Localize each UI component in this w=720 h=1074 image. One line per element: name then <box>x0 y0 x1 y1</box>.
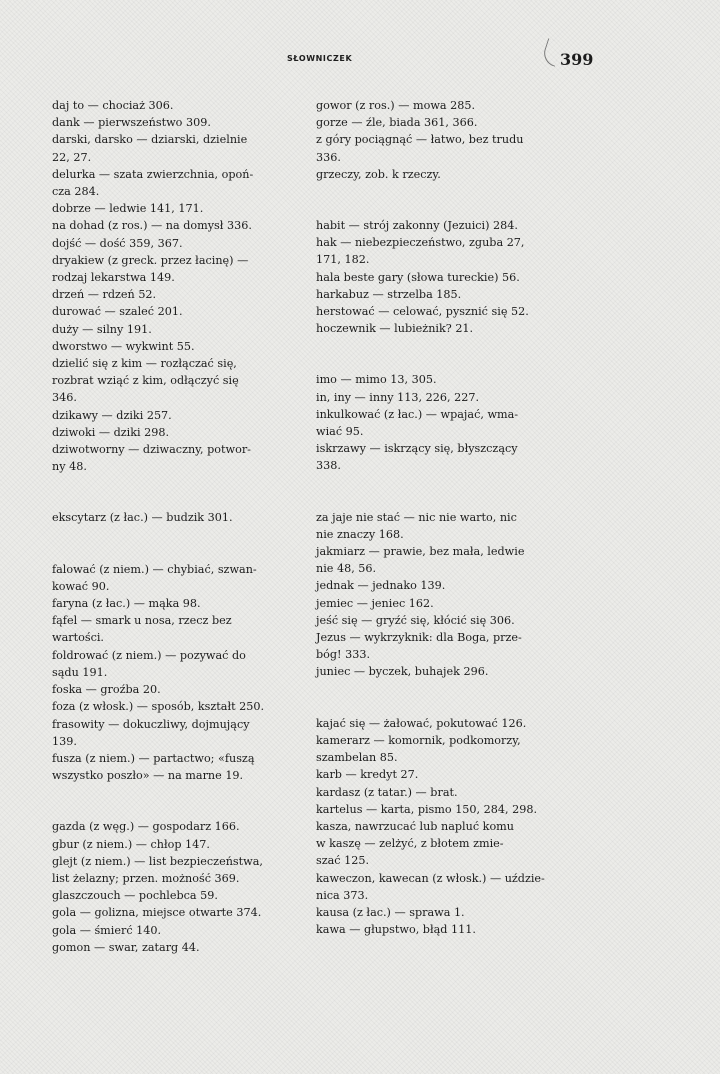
entry-line: jeść się — gryźć się, kłócić się 306. <box>316 613 515 627</box>
dictionary-entry <box>52 407 314 424</box>
dictionary-entry <box>316 766 584 783</box>
dictionary-entry <box>52 887 314 904</box>
entry-line: grzeczy, zob. k rzeczy. <box>316 167 441 181</box>
dictionary-entry <box>52 922 314 939</box>
entry-line: juniec — byczek, buhajek 296. <box>316 665 489 679</box>
entry-line: gorze — źle, biada 361, 366. <box>316 116 478 130</box>
entry-line: 336. <box>316 150 341 164</box>
dictionary-entry <box>52 750 314 784</box>
dictionary-entry <box>316 612 584 629</box>
section-gap <box>52 527 314 561</box>
dictionary-entry <box>52 818 314 835</box>
entry-line: dworstwo — wykwint 55. <box>52 339 195 353</box>
entry-line: hak — niebezpieczeństwo, zguba 27, <box>316 236 525 250</box>
entry-line: karb — kredyt 27. <box>316 768 419 782</box>
dictionary-entry <box>52 939 314 956</box>
dictionary-entry <box>316 663 584 680</box>
entry-line: duży — silny 191. <box>52 322 152 336</box>
entry-line: dank — pierwszeństwo 309. <box>52 116 211 130</box>
entry-line: hala beste gary (słowa tureckie) 56. <box>316 270 520 284</box>
dictionary-entry <box>52 612 314 646</box>
dictionary-entry <box>52 114 314 131</box>
section-gap <box>316 183 584 217</box>
entry-line: foldrować (z niem.) — pozywać do <box>52 648 246 662</box>
entry-line: dobrze — ledwie 141, 171. <box>52 202 204 216</box>
dictionary-entry <box>316 440 584 474</box>
dictionary-entry <box>52 853 314 887</box>
entry-line: gbur (z niem.) — chłop 147. <box>52 837 210 851</box>
entry-line: 171, 182. <box>316 253 370 267</box>
section-gap <box>316 475 584 509</box>
entry-line: habit — strój zakonny (Jezuici) 284. <box>316 219 518 233</box>
entry-line: dzikawy — dziki 257. <box>52 408 172 422</box>
entry-line: w kaszę — zelżyć, z błotem zmie- <box>316 837 504 851</box>
entry-line: nie znaczy 168. <box>316 527 404 541</box>
entry-line: gazda (z węg.) — gospodarz 166. <box>52 820 240 834</box>
dictionary-entry <box>316 217 584 234</box>
dictionary-entry <box>52 836 314 853</box>
dictionary-entry <box>316 389 584 406</box>
entry-line: nie 48, 56. <box>316 562 377 576</box>
entry-line: kawa — głupstwo, błąd 111. <box>316 923 476 937</box>
dictionary-entry <box>316 921 584 938</box>
dictionary-entry <box>316 509 584 543</box>
entry-line: harkabuz — strzelba 185. <box>316 287 462 301</box>
entry-line: dziwotworny — dziwaczny, potwor- <box>52 443 251 457</box>
running-header: SŁOWNICZEK <box>287 54 353 63</box>
dictionary-entry <box>52 681 314 698</box>
entry-line: in, iny — inny 113, 226, 227. <box>316 390 480 404</box>
dictionary-entry <box>316 234 584 268</box>
dictionary-entry <box>52 303 314 320</box>
dictionary-entry <box>316 286 584 303</box>
entry-line: szambelan 85. <box>316 751 398 765</box>
page-number: 399 <box>560 50 594 69</box>
entry-line: 338. <box>316 459 341 473</box>
dictionary-entry <box>316 801 584 818</box>
dictionary-entry <box>316 543 584 577</box>
entry-line: glaszczouch — pochlebca 59. <box>52 889 218 903</box>
dictionary-entry <box>316 97 584 114</box>
entry-line: jemiec — jeniec 162. <box>316 596 434 610</box>
entry-line: gomon — swar, zatarg 44. <box>52 940 200 954</box>
dictionary-entry <box>316 904 584 921</box>
entry-line: fusza (z niem.) — partactwo; «fuszą <box>52 751 255 765</box>
entry-line: bóg! 333. <box>316 648 371 662</box>
entry-line: ekscytarz (z łac.) — budzik 301. <box>52 511 233 525</box>
section-gap <box>316 681 584 715</box>
dictionary-entry <box>316 320 584 337</box>
entry-line: 22, 27. <box>52 150 92 164</box>
entry-line: ny 48. <box>52 460 87 474</box>
dictionary-entry <box>316 870 584 904</box>
entry-line: dziwoki — dziki 298. <box>52 425 170 439</box>
dictionary-entry <box>316 269 584 286</box>
dictionary-entry <box>52 286 314 303</box>
entry-line: za jaje nie stać — nic nie warto, nic <box>316 510 517 524</box>
entry-line: kajać się — żałować, pokutować 126. <box>316 716 527 730</box>
dictionary-entry <box>52 97 314 114</box>
entry-line: kować 90. <box>52 579 110 593</box>
entry-line: foska — groźba 20. <box>52 683 161 697</box>
entry-line: kasza, nawrzucać lub napluć komu <box>316 819 514 833</box>
entry-line: cza 284. <box>52 185 100 199</box>
dictionary-entry <box>316 166 584 183</box>
dictionary-entry <box>316 406 584 440</box>
entry-line: foza (z włosk.) — sposób, kształt 250. <box>52 700 265 714</box>
entry-line: imo — mimo 13, 305. <box>316 373 437 387</box>
entry-line: drzeń — rdzeń 52. <box>52 288 157 302</box>
dictionary-entry <box>316 784 584 801</box>
entry-line: gowor (z ros.) — mowa 285. <box>316 99 476 112</box>
entry-line: z góry pociągnąć — łatwo, bez trudu <box>316 133 524 147</box>
entry-line: fąfel — smark u nosa, rzecz bez <box>52 614 232 628</box>
dictionary-entry <box>52 716 314 750</box>
section-gap <box>52 784 314 818</box>
entry-line: kaweczon, kawecan (z włosk.) — uździe- <box>316 871 545 885</box>
entry-line: gola — golizna, miejsce otwarte 374. <box>52 906 262 920</box>
dictionary-entry <box>316 715 584 732</box>
entry-line: jednak — jednako 139. <box>316 579 446 593</box>
dictionary-entry <box>52 235 314 252</box>
dictionary-entry <box>52 424 314 441</box>
entry-line: darski, darsko — dziarski, dzielnie <box>52 133 248 147</box>
entry-line: falować (z niem.) — chybiać, szwan- <box>52 562 257 576</box>
dictionary-entry <box>52 166 314 200</box>
entry-line: wszystko poszło» — na marne 19. <box>52 769 244 783</box>
entry-line: Jezus — wykrzyknik: dla Boga, prze- <box>316 631 522 645</box>
dictionary-entry <box>316 577 584 594</box>
dictionary-entry <box>52 904 314 921</box>
entry-line: gola — śmierć 140. <box>52 923 162 937</box>
entry-line: dojść — dość 359, 367. <box>52 236 183 250</box>
entry-line: delurka — szata zwierzchnia, opoń- <box>52 167 254 181</box>
dictionary-entry <box>52 698 314 715</box>
dictionary-entry <box>316 732 584 766</box>
entry-line: szać 125. <box>316 854 370 868</box>
entry-line: durować — szaleć 201. <box>52 305 183 319</box>
entry-line: list żelazny; przen. możność 369. <box>52 871 240 885</box>
dictionary-entry <box>52 595 314 612</box>
entry-line: glejt (z niem.) — list bezpieczeństwa, <box>52 854 263 868</box>
entry-line: dzielić się z kim — rozłączać się, <box>52 357 237 371</box>
section-gap <box>52 475 314 509</box>
dictionary-entry <box>52 131 314 165</box>
entry-line: inkulkować (z łac.) — wpajać, wma- <box>316 407 519 421</box>
dictionary-entry <box>52 561 314 595</box>
dictionary-entry <box>52 355 314 407</box>
entry-line: kardasz (z tatar.) — brat. <box>316 785 458 799</box>
dictionary-entry <box>52 217 314 234</box>
entry-line: faryna (z łac.) — mąka 98. <box>52 597 201 611</box>
entry-line: kartelus — karta, pismo 150, 284, 298. <box>316 802 538 816</box>
entry-line: na dohad (z ros.) — na domysł 336. <box>52 219 252 233</box>
dictionary-entry <box>316 818 584 870</box>
dictionary-entry <box>52 200 314 217</box>
section-gap <box>316 337 584 371</box>
dictionary-entry <box>316 629 584 663</box>
entry-line: wiać 95. <box>316 425 364 439</box>
dictionary-entry <box>52 441 314 475</box>
entry-line: hoczewnik — lubieżnik? 21. <box>316 322 474 336</box>
dictionary-entry <box>52 509 314 526</box>
dictionary-entry <box>316 114 584 131</box>
entry-line: herstować — celować, pysznić się 52. <box>316 305 529 319</box>
dictionary-entry <box>316 303 584 320</box>
entry-line: rozbrat wziąć z kim, odłączyć się <box>52 374 239 388</box>
entry-line: dryakiew (z greck. przez łacinę) — <box>52 253 249 267</box>
entry-line: sądu 191. <box>52 665 108 679</box>
left-column <box>52 97 314 956</box>
entry-line: iskrzawy — iskrzący się, błyszczący <box>316 442 518 456</box>
entry-line: nica 373. <box>316 888 369 902</box>
dictionary-entry <box>52 321 314 338</box>
entry-line: kausa (z łac.) — sprawa 1. <box>316 905 465 919</box>
entry-line: rodzaj lekarstwa 149. <box>52 271 175 285</box>
entry-line: 139. <box>52 734 77 748</box>
entry-line: daj to — chociaż 306. <box>52 99 174 112</box>
entry-line: jakmiarz — prawie, bez mała, ledwie <box>316 545 525 559</box>
dictionary-entry <box>316 131 584 165</box>
entry-line: frasowity — dokuczliwy, dojmujący <box>52 717 250 731</box>
dictionary-entry <box>316 595 584 612</box>
right-column <box>316 97 584 938</box>
dictionary-entry <box>52 252 314 286</box>
dictionary-entry <box>52 647 314 681</box>
dictionary-entry <box>316 371 584 388</box>
entry-line: 346. <box>52 391 77 405</box>
dictionary-entry <box>52 338 314 355</box>
entry-line: wartości. <box>52 631 104 645</box>
entry-line: kamerarz — komornik, podkomorzy, <box>316 733 521 747</box>
